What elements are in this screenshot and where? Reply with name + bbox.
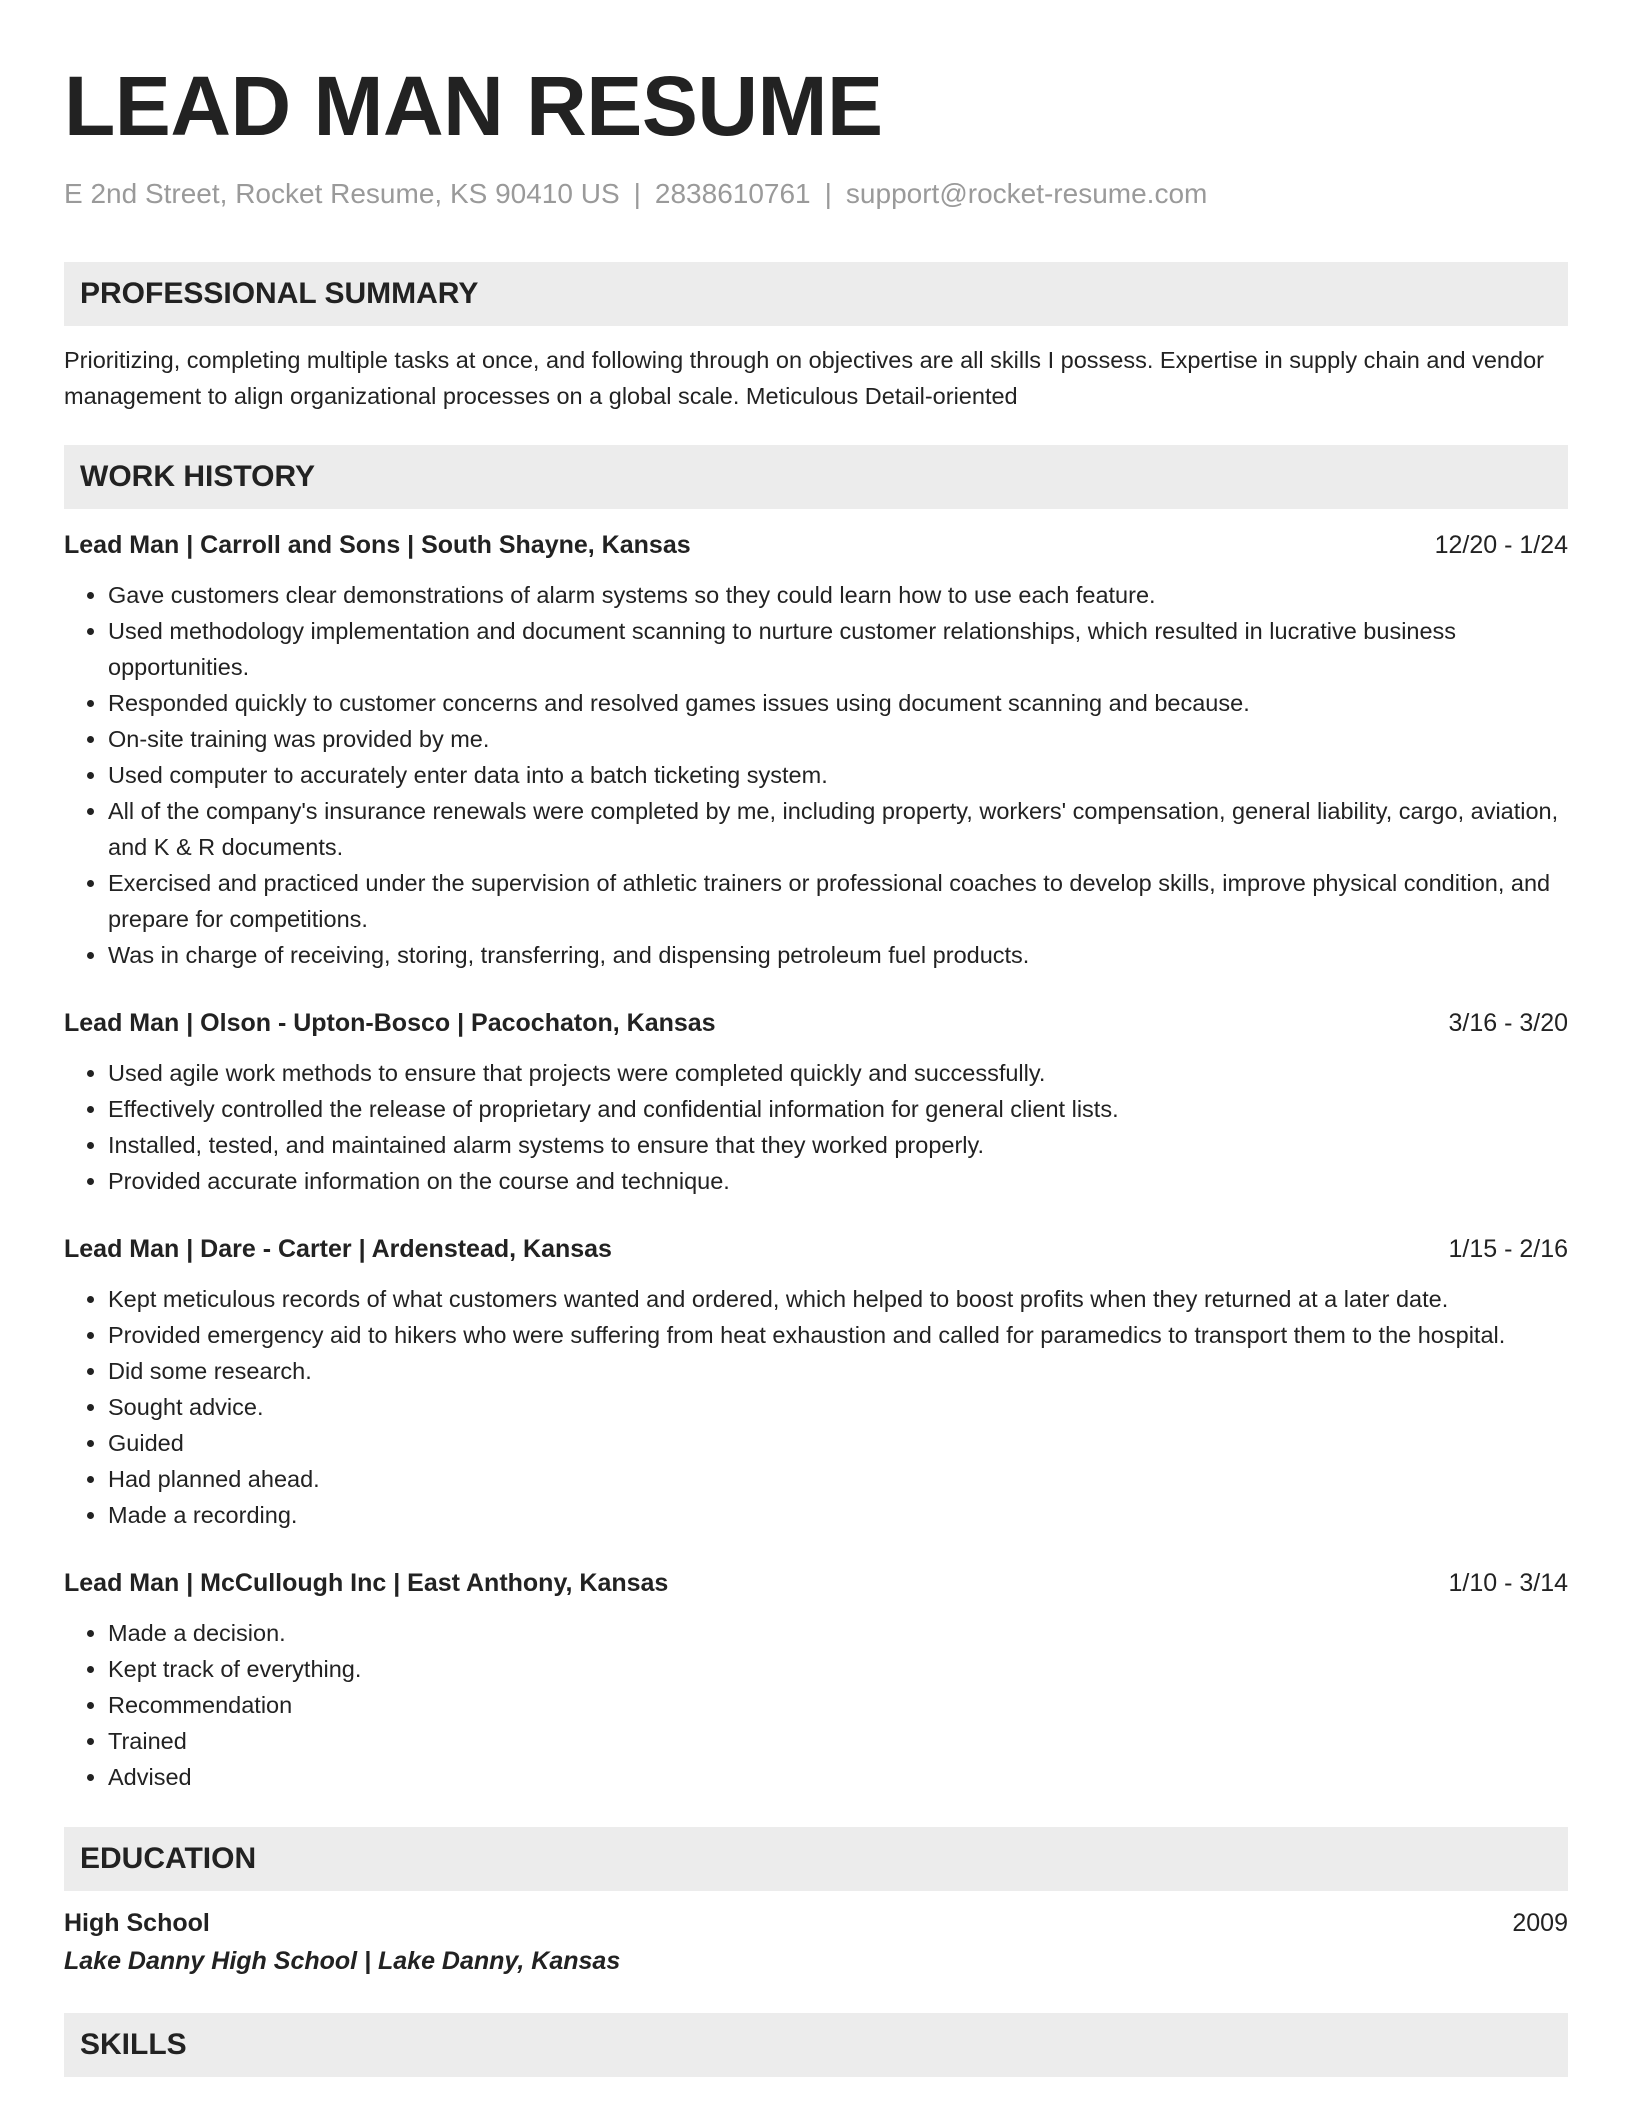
job-bullets <box>64 1281 1568 1533</box>
job-title: Lead Man | Dare - Carter | Ardenstead, Kansas <box>64 1235 612 1263</box>
job-dates: 12/20 - 1/24 <box>1434 531 1568 559</box>
job-bullet: • All of the company's insurance renewals were completed by me, including property, workers' compensation, general liability, cargo, aviation, and K & R documents. <box>108 793 1568 865</box>
contact-address: E 2nd Street, Rocket Resume, KS 90410 US <box>64 178 620 209</box>
job-dates: 3/16 - 3/20 <box>1448 1009 1568 1037</box>
resume-title: LEAD MAN RESUME <box>64 59 883 153</box>
job-bullet: • Provided emergency aid to hikers who were suffering from heat exhaustion and called for paramedics to transport them to the hospital. <box>108 1317 1568 1353</box>
job-bullets <box>64 1055 1568 1199</box>
job-bullet: • Used methodology implementation and document scanning to nurture customer relationships, which resulted in lucrative business opportunities. <box>108 613 1568 685</box>
job-bullet: • Trained <box>108 1723 1568 1759</box>
job-bullet: • Kept meticulous records of what customers wanted and ordered, which helped to boost profits when they returned at a later date. <box>108 1281 1568 1317</box>
job-entry <box>64 1231 1568 1533</box>
job-bullet: • Kept track of everything. <box>108 1651 1568 1687</box>
job-bullet: • Responded quickly to customer concerns and resolved games issues using document scanning and because. <box>108 685 1568 721</box>
job-title: Lead Man | Olson - Upton-Bosco | Pacochaton, Kansas <box>64 1009 716 1037</box>
job-bullet: • Effectively controlled the release of proprietary and confidential information for general client lists. <box>108 1091 1568 1127</box>
contact-phone: 2838610761 <box>654 178 811 209</box>
job-header <box>64 1231 1568 1267</box>
job-dates: 1/10 - 3/14 <box>1448 1569 1568 1597</box>
job-bullet: • Installed, tested, and maintained alarm systems to ensure that they worked properly. <box>108 1127 1568 1163</box>
education-school: Lake Danny High School | Lake Danny, Kansas <box>64 1947 621 1975</box>
contact-separator: | <box>824 178 832 209</box>
job-entry <box>64 1565 1568 1795</box>
job-bullet: • Was in charge of receiving, storing, transferring, and dispensing petroleum fuel products. <box>108 937 1568 973</box>
summary-text: Prioritizing, completing multiple tasks at once, and following through on objectives are all skills I possess. Expertise in supply chain and vendor management to align organizational processes on a global scale. Meticulous Detail-oriented <box>64 347 1544 409</box>
section-header-work-history: WORK HISTORY <box>64 445 1568 509</box>
job-entry <box>64 1005 1568 1199</box>
job-bullet: • Used agile work methods to ensure that projects were completed quickly and successfully. <box>108 1055 1568 1091</box>
job-header <box>64 527 1568 563</box>
job-bullet: • On-site training was provided by me. <box>108 721 1568 757</box>
job-bullet: • Advised <box>108 1759 1568 1795</box>
job-bullet: • Used computer to accurately enter data into a batch ticketing system. <box>108 757 1568 793</box>
job-bullet: • Provided accurate information on the course and technique. <box>108 1163 1568 1199</box>
job-bullet: • Gave customers clear demonstrations of alarm systems so they could learn how to use each feature. <box>108 577 1568 613</box>
job-header <box>64 1005 1568 1041</box>
education-entry <box>64 1905 1568 1941</box>
job-bullet: • Did some research. <box>108 1353 1568 1389</box>
section-header-skills: SKILLS <box>64 2013 1568 2077</box>
job-bullets <box>64 1615 1568 1795</box>
job-header <box>64 1565 1568 1601</box>
job-bullet: • Recommendation <box>108 1687 1568 1723</box>
job-bullet: • Sought advice. <box>108 1389 1568 1425</box>
job-title: Lead Man | McCullough Inc | East Anthony, Kansas <box>64 1569 669 1597</box>
job-entry <box>64 527 1568 973</box>
education-degree: High School <box>64 1909 210 1937</box>
job-bullets <box>64 577 1568 973</box>
job-dates: 1/15 - 2/16 <box>1448 1235 1568 1263</box>
contact-line <box>64 176 1568 212</box>
job-bullet: • Made a recording. <box>108 1497 1568 1533</box>
job-bullet: • Had planned ahead. <box>108 1461 1568 1497</box>
education-year: 2009 <box>1512 1909 1568 1937</box>
job-bullet: • Made a decision. <box>108 1615 1568 1651</box>
section-header-education: EDUCATION <box>64 1827 1568 1891</box>
job-bullet: • Exercised and practiced under the supervision of athletic trainers or professional coaches to develop skills, improve physical condition, and prepare for competitions. <box>108 865 1568 937</box>
job-title: Lead Man | Carroll and Sons | South Shayne, Kansas <box>64 531 691 559</box>
job-bullet: • Guided <box>108 1425 1568 1461</box>
contact-email: support@rocket-resume.com <box>845 178 1208 209</box>
section-header-summary: PROFESSIONAL SUMMARY <box>64 262 1568 326</box>
contact-separator: | <box>633 178 641 209</box>
